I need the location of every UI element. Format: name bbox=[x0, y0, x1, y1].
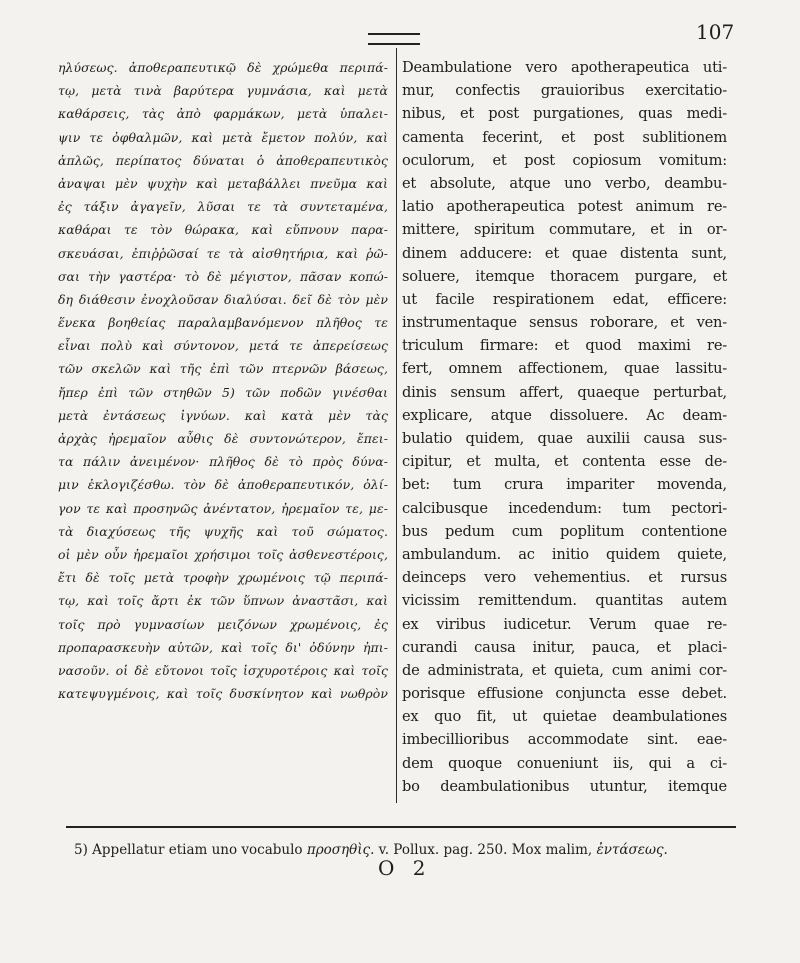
greek-text-column bbox=[58, 56, 388, 801]
greek-text-line: τοῖς πρὸ γυμνασίων μειζόνων χρωμένοις, ἐς bbox=[58, 616, 388, 632]
greek-text-line: καθάρσεις, τὰς ἀπὸ φαρμάκων, μετὰ ὑπαλει- bbox=[58, 106, 388, 122]
latin-text-line: dinis sensum affert, quaeque perturbat, bbox=[402, 383, 727, 401]
latin-text-line: calcibusque incedendum: tum pectori- bbox=[402, 499, 727, 517]
latin-text-line: bet: tum crura impariter movenda, bbox=[402, 476, 727, 494]
latin-text-line: vicissim remittendum. quantitas autem bbox=[402, 592, 727, 610]
latin-text-line: latio apotherapeutica potest animum re- bbox=[402, 198, 727, 216]
greek-text-line: ἀναψαι μὲν ψυχὴν καὶ μεταβάλλει πνεῦμα καὶ bbox=[58, 175, 388, 191]
greek-text-line: ἕνεκα βοηθείας παραλαμβανόμενον πλῆθος τε bbox=[58, 315, 388, 331]
footnote-marker: 5) bbox=[74, 842, 88, 858]
greek-text-line: κατεψυγμένοις, καὶ τοῖς δυσκίνητον καὶ νωθρὸν bbox=[58, 686, 388, 702]
greek-text-line: καθάραι τε τὸν θώρακα, καὶ εὔπνουν παρα- bbox=[58, 222, 388, 238]
page-number: 107 bbox=[696, 20, 735, 44]
latin-text-line: bo deambulationibus utuntur, itemque bbox=[402, 777, 727, 795]
greek-text-line: νασοῦν. οἱ δὲ εὔτονοι τοῖς ἰσχυροτέροις καὶ τοῖς bbox=[58, 662, 388, 678]
greek-text-line: γον τε καὶ προσηνῶς ἀνέντατον, ἠρεμαῖον τε, με- bbox=[58, 500, 388, 516]
latin-text-line: instrumentaque sensus roborare, et ven- bbox=[402, 314, 727, 332]
latin-text-line: triculum firmare: et quod maximi re- bbox=[402, 337, 727, 355]
latin-text-line: deinceps vero vehementius. et rursus bbox=[402, 569, 727, 587]
greek-text-line: ἀρχὰς ἠρεμαῖον αὖθις δὲ συντονώτερον, ἔπει- bbox=[58, 431, 388, 446]
greek-text-line: οἱ μὲν οὖν ἠρεμαῖοι χρήσιμοι τοῖς ἀσθενεστέροις, bbox=[58, 546, 388, 562]
latin-text-column bbox=[402, 56, 727, 801]
latin-text-line: oculorum, et post copiosum vomitum: bbox=[402, 151, 727, 169]
greek-text-line: μιν ἐκλογιζέσθω. τὸν δὲ ἀποθεραπευτικόν, ὀλί- bbox=[58, 477, 388, 493]
greek-text-line: τῶν σκελῶν καὶ τῆς ἐπὶ τῶν πτερνῶν βάσεως, bbox=[58, 361, 388, 377]
greek-text-line: μετὰ ἐντάσεως ἰγνύων. καὶ κατὰ μὲν τὰς bbox=[58, 407, 388, 423]
latin-text-line: ex quo fit, ut quietae deambulationes bbox=[402, 708, 727, 726]
greek-text-line: τὰ διαχύσεως τῆς ψυχῆς καὶ τοῦ σώματος. bbox=[58, 523, 388, 539]
footnote-reference: v. Pollux. pag. 250. Mox malim, bbox=[378, 842, 593, 858]
greek-text-line: ἔτι δὲ τοῖς μετὰ τροφὴν χρωμένοις τῷ περιπά- bbox=[58, 570, 388, 586]
signature-mark: O 2 bbox=[378, 856, 432, 880]
latin-text-line: nibus, et post purgationes, quas medi- bbox=[402, 105, 727, 123]
latin-text-line bbox=[402, 798, 727, 801]
latin-text-line: ambulandum. ac initio quidem quiete, bbox=[402, 545, 727, 563]
footnote-rule bbox=[66, 826, 736, 828]
greek-text-line: ηλύσεως. ἀποθεραπευτικῷ δὲ χρώμεθα περιπά- bbox=[58, 60, 388, 75]
latin-text-line: curandi causa initur, pauca, et placi- bbox=[402, 638, 727, 656]
latin-text-line: mur, confectis grauioribus exercitatio- bbox=[402, 82, 727, 100]
greek-text-line: ἁπλῶς, περίπατος δύναται ὁ ἀποθεραπευτικὸς bbox=[58, 152, 388, 168]
latin-text-line: bulatio quidem, quae auxilii causa sus- bbox=[402, 430, 727, 447]
latin-text-line: et absolute, atque uno verbo, deambu- bbox=[402, 174, 727, 192]
latin-text-line: dinem adducere: et quae distenta sunt, bbox=[402, 244, 727, 262]
latin-text-line: mittere, spiritum commutare, et in or- bbox=[402, 221, 727, 239]
greek-text-line: σκευάσαι, ἐπιῤῥῶσαί τε τὰ αἰσθητήρια, καὶ ῥῶ- bbox=[58, 245, 388, 261]
latin-text-line: cipitur, et multa, et contenta esse de- bbox=[402, 453, 727, 471]
latin-text-line: ut facile respirationem edat, efficere: bbox=[402, 290, 727, 308]
greek-text-line: τα πάλιν ἀνειμένον· πλῆθος δὲ τὸ πρὸς δύνα- bbox=[58, 454, 388, 470]
greek-text-line: τῳ, μετὰ τινὰ βαρύτερα γυμνάσια, καὶ μετὰ bbox=[58, 83, 388, 99]
header-ornament bbox=[368, 33, 420, 45]
latin-text-line: Deambulatione vero apotherapeutica uti- bbox=[402, 59, 727, 76]
latin-text-line: de administrata, et quieta, cum animi cor- bbox=[402, 661, 727, 679]
greek-text-line: ἐς τάξιν ἀγαγεῖν, λῦσαι τε τὰ συντεταμένα, bbox=[58, 199, 388, 215]
greek-text-line: δη διάθεσιν ἐνοχλοῦσαν διαλύσαι. δεῖ δὲ τὸν μὲν bbox=[58, 291, 388, 307]
latin-text-line: imbecillioribus accommodate sint. eae- bbox=[402, 731, 727, 749]
greek-text-line: ψιν τε ὀφθαλμῶν, καὶ μετὰ ἔμετον πολύν, καὶ bbox=[58, 129, 388, 145]
latin-text-line: ex viribus iudicetur. Verum quae re- bbox=[402, 615, 727, 633]
latin-text-line: fert, omnem affectionem, quae lassitu- bbox=[402, 360, 727, 378]
latin-text-line: camenta fecerint, et post sublitionem bbox=[402, 128, 727, 146]
greek-text-line: ἤπερ ἐπὶ τῶν στηθῶν 5) τῶν ποδῶν γινέσθαι bbox=[58, 384, 388, 400]
latin-text-line: bus pedum cum poplitum contentione bbox=[402, 522, 727, 540]
footnote-greek-term-2: ἐντάσεως. bbox=[596, 842, 668, 858]
latin-text-line: porisque effusione conjuncta esse debet. bbox=[402, 685, 727, 703]
footnote-greek-term: προσηθὶς. bbox=[306, 842, 375, 858]
greek-text-line: εἶναι πολὺ καὶ σύντονον, μετά τε ἀπερείσεως bbox=[58, 338, 388, 354]
latin-text-line: explicare, atque dissoluere. Ac deam- bbox=[402, 406, 727, 424]
greek-text-line: σαι τὴν γαστέρα· τὸ δὲ μέγιστον, πᾶσαν κοπώ- bbox=[58, 268, 388, 284]
latin-text-line: soluere, itemque thoracem purgare, et bbox=[402, 267, 727, 285]
footnote-text: Appellatur etiam uno vocabulo bbox=[92, 842, 303, 858]
greek-text-line: προπαρασκευὴν αὐτῶν, καὶ τοῖς δι' ὀδύνην ἠπι- bbox=[58, 639, 388, 655]
greek-text-line: τῳ, καὶ τοῖς ἄρτι ἐκ τῶν ὕπνων ἀναστᾶσι, καὶ bbox=[58, 593, 388, 609]
column-divider bbox=[396, 48, 397, 803]
latin-text-line: dem quoque conueniunt iis, qui a ci- bbox=[402, 754, 727, 772]
